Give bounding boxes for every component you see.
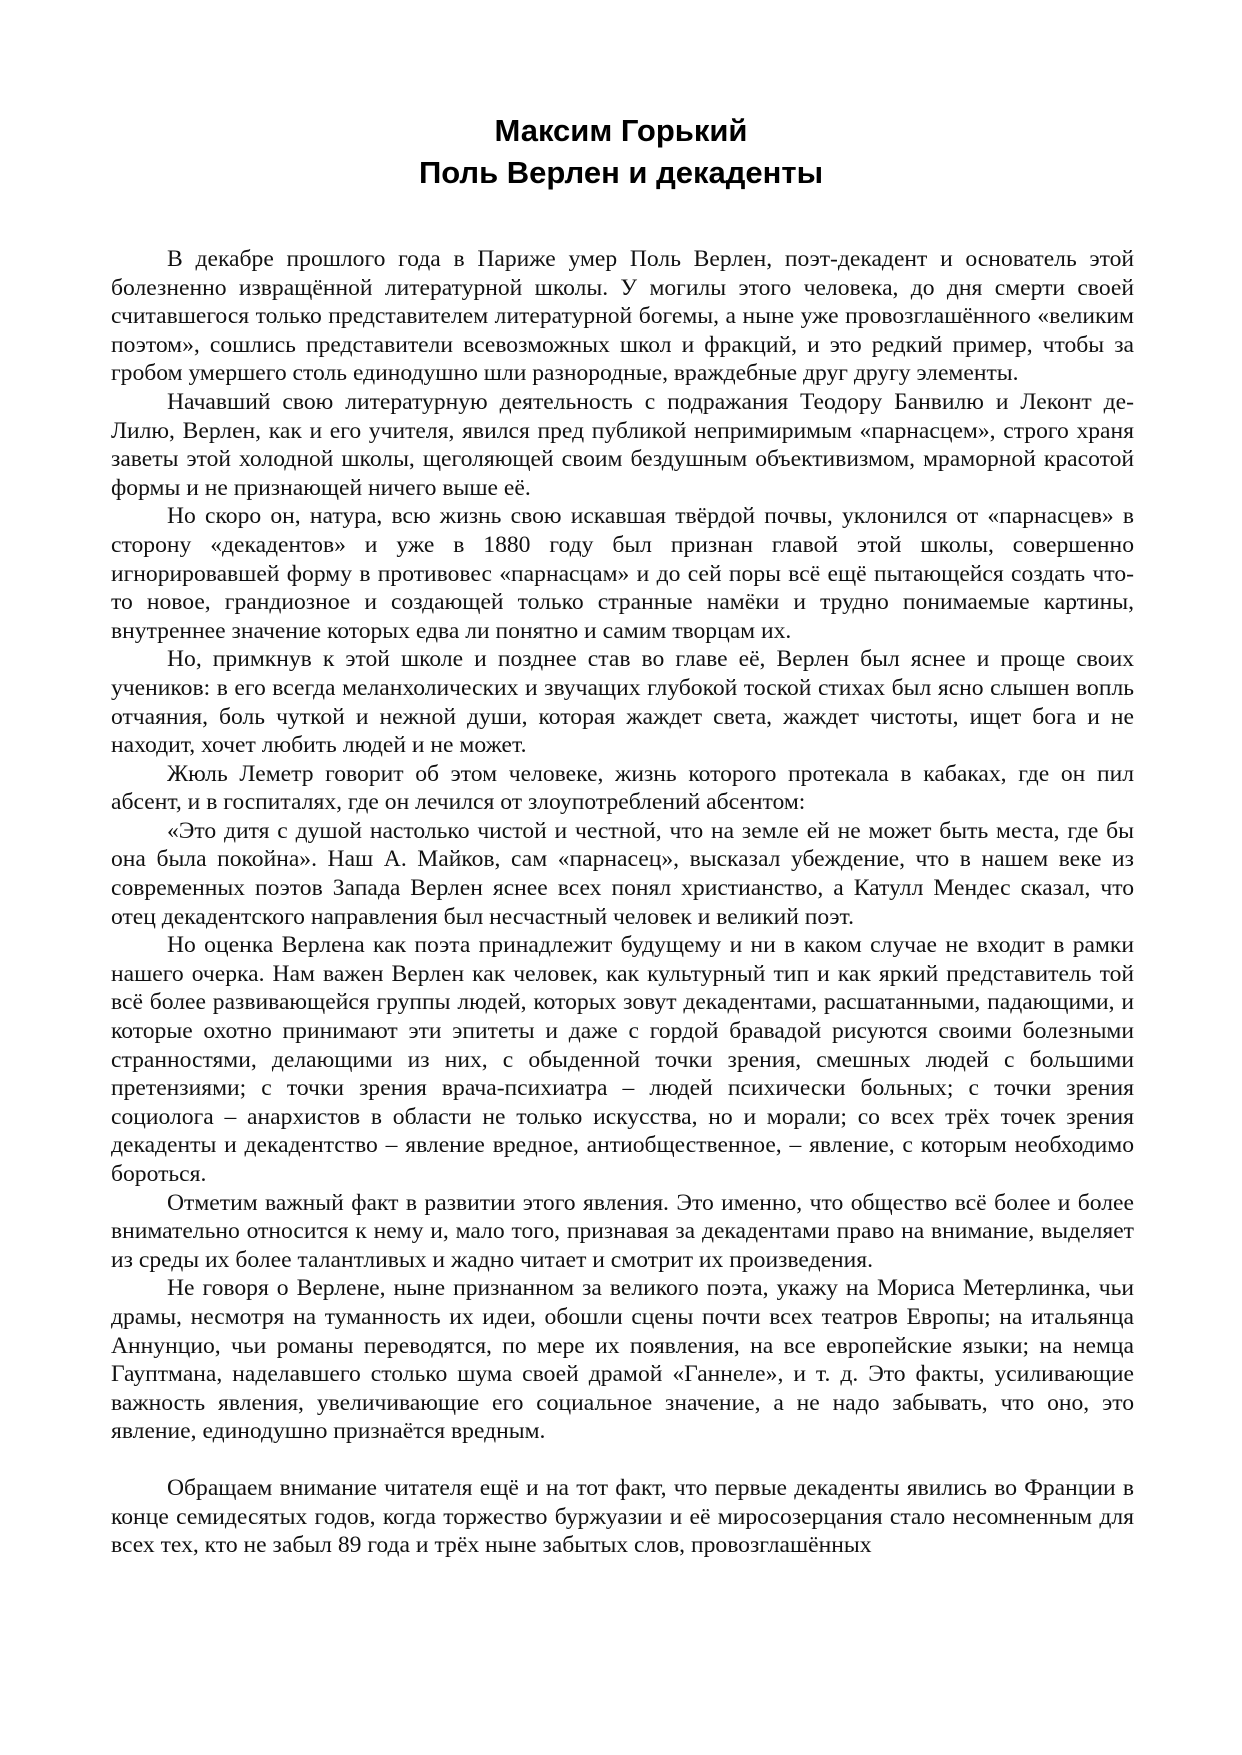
paragraph-9: Не говоря о Верлене, ныне признанном за великого поэта, укажу на Мориса Метерлинка, чьи драмы, несмотря на туманность их идеи, обошли сцены почти всех театров Европы; на итальянца Аннунцио, чьи романы переводятся, по мере их появления, на все европейские языки; на немца Гауптмана, наделавшего столько шума своей драмой «Ганнеле», и т. д. Это факты, усиливающие важность явления, увеличивающие его социальное значение, а не надо забывать, что оно, это явление, единодушно признаётся вредным. bbox=[111, 1275, 1134, 1445]
document-header bbox=[0, 110, 1242, 194]
paragraph-5: Жюль Леметр говорит об этом человеке, жизнь которого протекала в кабаках, где он пил абсент, и в госпиталях, где он лечился от злоупотреблений абсентом: bbox=[111, 760, 1134, 816]
paragraph-10: Обращаем внимание читателя ещё и на тот факт, что первые декаденты явились во Франции в конце семидесятых годов, когда торжество буржуазии и её миросозерцания стало несомненным для всех тех, кто не забыл 89 года и трёх ныне забытых слов, провозглашённых bbox=[111, 1474, 1134, 1559]
document-title: Поль Верлен и декаденты bbox=[418, 155, 824, 190]
paragraph-7: Но оценка Верлена как поэта принадлежит будущему и ни в каком случае не входит в рамки нашего очерка. Нам важен Верлен как человек, как культурный тип и как яркий представитель той всё более развивающейся группы людей, которых зовут декадентами, расшатанными, падающими, и которые охотно принимают эти эпитеты и даже с гордой бравадой рисуются своими болезными странностями, делающими из них, с обыденной точки зрения, смешных людей с большими претензиями; с точки зрения врача-психиатра – людей психически больных; с точки зрения социолога – анархистов в области не только искусства, но и морали; со всех трёх точек зрения декаденты и декадентство – явление вредное, антиобщественное, – явление, с которым необходимо бороться. bbox=[111, 932, 1134, 1187]
author-name: Максим Горький bbox=[494, 113, 748, 148]
paragraph-2: Начавший свою литературную деятельность с подражания Теодору Банвилю и Леконт де-Лилю, Верлен, как и его учителя, явился пред публикой непримиримым «парнасцем», строго храня заветы этой холодной школы, щеголяющей своим бездушным объективизмом, мраморной красотой формы и не признающей ничего выше её. bbox=[111, 388, 1134, 501]
section-break bbox=[111, 1446, 1134, 1474]
document-body bbox=[111, 245, 1134, 1560]
paragraph-6: «Это дитя с душой настолько чистой и честной, что на земле ей не может быть места, где бы она была покойна». Наш А. Майков, сам «парнасец», высказал убеждение, что в нашем веке из современных поэтов Запада Верлен яснее всех понял христианство, а Катулл Мендес сказал, что отец декадентского направления был несчастный человек и великий поэт. bbox=[111, 817, 1134, 930]
paragraph-8: Отметим важный факт в развитии этого явления. Это именно, что общество всё более и более внимательно относится к нему и, мало того, признавая за декадентами право на внимание, выделяет из среды их более талантливых и жадно читает и смотрит их произведения. bbox=[111, 1189, 1134, 1273]
paragraph-4: Но, примкнув к этой школе и позднее став во главе её, Верлен был яснее и проще своих учеников: в его всегда меланхолических и звучащих глубокой тоской стихах был ясно слышен вопль отчаяния, боль чуткой и нежной души, которая жаждет света, жаждет чистоты, ищет бога и не находит, хочет любить людей и не может. bbox=[111, 646, 1134, 759]
paragraph-3: Но скоро он, натура, всю жизнь свою искавшая твёрдой почвы, уклонился от «парнасцев» в сторону «декадентов» и уже в 1880 году был признан главой этой школы, совершенно игнорировавшей форму в противовес «парнасцам» и до сей поры всё ещё пытающейся создать что-то новое, грандиозное и создающей только странные намёки и трудно понимаемые картины, внутреннее значение которых едва ли понятно и самим творцам их. bbox=[111, 503, 1134, 644]
paragraph-1: В декабре прошлого года в Париже умер Поль Верлен, поэт-декадент и основатель этой болезненно извращённой литературной школы. У могилы этого человека, до дня смерти своей считавшегося только представителем литературной богемы, а ныне уже провозглашённого «великим поэтом», сошлись представители всевозможных школ и фракций, и это редкий пример, чтобы за гробом умершего столь единодушно шли разнородные, враждебные друг другу элементы. bbox=[111, 246, 1134, 387]
